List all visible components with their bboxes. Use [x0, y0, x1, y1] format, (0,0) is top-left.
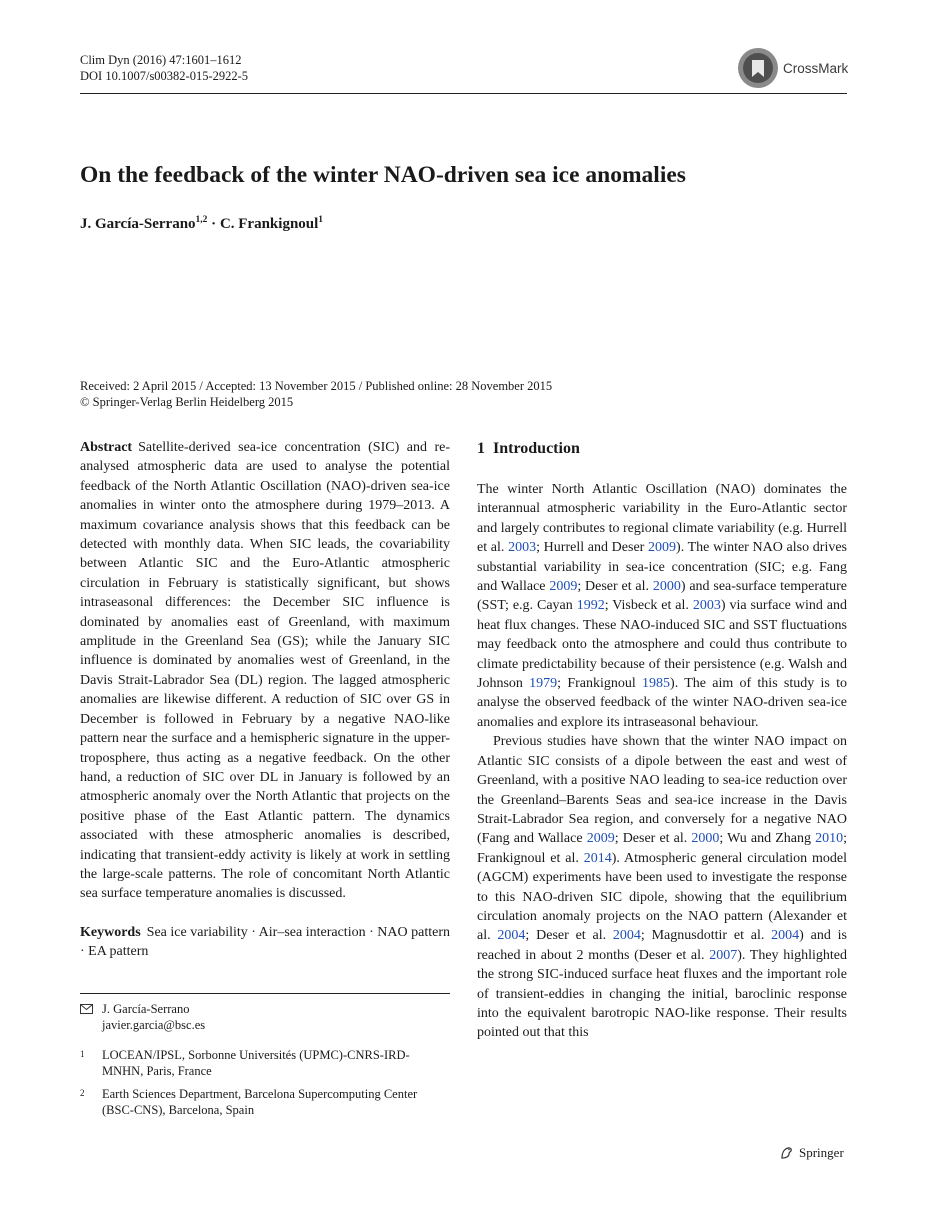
citation-link[interactable]: 2010 [815, 831, 844, 847]
affiliation-2 [80, 1086, 442, 1118]
affiliation-mark: 1 [80, 1049, 85, 1059]
paragraph-text: ; Magnusdottir et al. [640, 928, 772, 944]
crossmark-label: CrossMark [783, 60, 849, 76]
corresponding-author-email[interactable]: javier.garcia@bsc.es [102, 1018, 206, 1032]
author-affiliation-mark: 1 [318, 215, 324, 225]
author-name: C. Frankignoul [219, 216, 319, 232]
publication-dates: Received: 2 April 2015 / Accepted: 13 November 2015 / Published online: 28 November 2015 [80, 379, 553, 393]
citation-link[interactable]: 2003 [508, 540, 537, 556]
author-name: J. García-Serrano [80, 216, 196, 232]
citation-link[interactable]: 1979 [529, 676, 558, 692]
keywords-text: Sea ice variability · Air–sea interaction · NAO pattern · EA pattern [80, 924, 450, 960]
paragraph-text: ). The aim of this study is to analyse the observed feedback of the winter NAO-driven sea-ice anomalies and explore its intraseasonal behaviour. [477, 676, 847, 730]
paragraph-text: ) and sea-surface temperature (SST; e.g. Cayan [477, 579, 847, 614]
paragraph-text: Previous studies have shown that the winter NAO impact on Atlantic SIC consists of a dipole between the east and west of Greenland, with a positive NAO leading to sea-ice reduction over the Greenland–Barents Seas and sea-ice increase in the Davis Strait-Labrador Sea region, and conversely for a negative NAO (Fang and Wallace [477, 734, 847, 847]
publisher-name: Springer [799, 1145, 844, 1160]
crossmark-logo-icon [737, 47, 779, 89]
envelope-icon [80, 1001, 102, 1033]
citation-link[interactable]: 2004 [497, 928, 526, 944]
right-column [477, 438, 847, 1043]
citation-link[interactable]: 2009 [549, 579, 578, 595]
paragraph-text: ; Deser et al. [577, 579, 653, 595]
doi[interactable]: DOI 10.1007/s00382-015-2922-5 [80, 69, 249, 83]
abstract [80, 438, 450, 904]
affiliation-text: LOCEAN/IPSL, Sorbonne Universités (UPMC)-CNRS-IRD-MNHN, Paris, France [102, 1048, 410, 1078]
citation-link[interactable]: 2007 [709, 947, 738, 963]
corresponding-author-note [80, 1001, 442, 1033]
paragraph-text: The winter North Atlantic Oscillation (NAO) dominates the interannual atmospheric variability in the Euro-Atlantic sector and largely contributes to regional climate variability (e.g. Hurrell et al. [477, 482, 847, 556]
citation-link[interactable]: 1985 [642, 676, 671, 692]
affiliation-1 [80, 1047, 442, 1079]
springer-horse-icon [780, 1146, 794, 1160]
crossmark-badge[interactable] [737, 47, 848, 89]
paragraph-text: ) via surface wind and heat flux changes. These NAO-induced SIC and SST fluctuations may feedback onto the atmosphere and could thus contribute to climate predictability because of their persistence (e.g. Walsh and Johnson [477, 598, 847, 692]
publisher-footer [780, 1145, 844, 1161]
citation-link[interactable]: 2004 [771, 928, 800, 944]
article-title: On the feedback of the winter NAO-driven sea ice anomalies [80, 162, 686, 188]
paragraph-text: ; Frankignoul [557, 676, 643, 692]
citation-link[interactable]: 2009 [648, 540, 677, 556]
paragraph-text: ; Deser et al. [525, 928, 613, 944]
abstract-label: Abstract [80, 440, 133, 455]
paragraph-text: ; Hurrell and Deser [536, 540, 649, 556]
keywords-label: Keywords [80, 924, 141, 940]
intro-paragraph-1 [477, 480, 847, 732]
section-title: Introduction [493, 440, 580, 457]
corresponding-author-name: J. García-Serrano [102, 1002, 190, 1016]
paragraph-text: ). The winter NAO also drives substantial variability in sea-ice concentration (SIC; e.g. Fang and Wallace [477, 540, 847, 595]
affiliation-mark: 2 [80, 1088, 85, 1098]
journal-citation: Clim Dyn (2016) 47:1601–1612 [80, 53, 242, 67]
paragraph-text: ). Atmospheric general circulation model (AGCM) experiments have been used to investigate the response to this NAO-driven SIC dipole, showing that the equilibrium circulation anomaly projects on the NAO pattern (Alexander et al. [477, 850, 847, 944]
intro-paragraph-2 [477, 732, 847, 1043]
author-separator: · [207, 216, 220, 232]
paragraph-text: ; Frankignoul et al. [477, 831, 847, 866]
paragraph-text: ) and is reached in about 2 months (Deser et al. [477, 928, 847, 963]
citation-link[interactable]: 2009 [586, 831, 615, 847]
abstract-text: Satellite-derived sea-ice concentration (SIC) and re-analysed atmospheric data are used to analyse the potential feedback of the North Atlantic Oscillation (NAO)-driven sea-ice anomalies in winter onto the atmosphere during 1979–2013. A maximum covariance analysis shows that this feedback can be detected with monthly data. When SIC leads, the covariability between Atlantic SIC and the Euro-Atlantic atmospheric circulation in February is statistically significant, but shows intraseasonal differences: the December SIC influence is dominated by anomalies east of Greenland, with maximum amplitude in the Greenland Sea (GS); while the January SIC influence is dominated by anomalies west of Greenland, in the Davis Strait-Labrador Sea (DL) region. The lagged atmospheric anomalies are likewise different. A reduction of SIC over GS in December is followed in February by a negative NAO-like pattern near the surface and a hemispheric signature in the upper-troposphere, thus acting as a negative feedback. On the other hand, a reduction of SIC over DL in January is followed by an atmospheric anomaly over the North Atlantic that projects on the positive phase of the East Atlantic pattern. The dynamics associated with these atmospheric anomalies is described, indicating that transient-eddy activity is likely at work in settling the large-scale patterns. The role of concomitant North Atlantic sea surface temperature anomalies is discussed. [80, 440, 450, 902]
section-heading [477, 440, 847, 458]
header-divider [80, 93, 847, 94]
author-list [80, 215, 323, 233]
footnote-divider [80, 993, 450, 994]
keywords [80, 923, 450, 962]
section-number: 1 [477, 440, 485, 457]
copyright-notice: © Springer-Verlag Berlin Heidelberg 2015 [80, 395, 294, 409]
citation-link[interactable]: 2003 [692, 598, 721, 614]
citation-link[interactable]: 2000 [691, 831, 720, 847]
paragraph-text: ; Visbeck et al. [604, 598, 693, 614]
citation-link[interactable]: 2004 [612, 928, 641, 944]
paragraph-text: ; Wu and Zhang [719, 831, 816, 847]
citation-link[interactable]: 2014 [583, 850, 612, 866]
affiliation-text: Earth Sciences Department, Barcelona Supercomputing Center (BSC-CNS), Barcelona, Spain [102, 1087, 418, 1117]
paragraph-text: ; Deser et al. [614, 831, 692, 847]
author-affiliation-mark: 1,2 [195, 215, 208, 225]
paragraph-text: ). They highlighted the strong SIC-induced surface heat fluxes and the important role of transient-eddies in changing the initial, baroclinic response into the equivalent barotropic NAO-like response. Their results pointed out that this [477, 947, 847, 1041]
citation-link[interactable]: 2000 [652, 579, 681, 595]
left-column [80, 438, 450, 962]
citation-link[interactable]: 1992 [576, 598, 605, 614]
